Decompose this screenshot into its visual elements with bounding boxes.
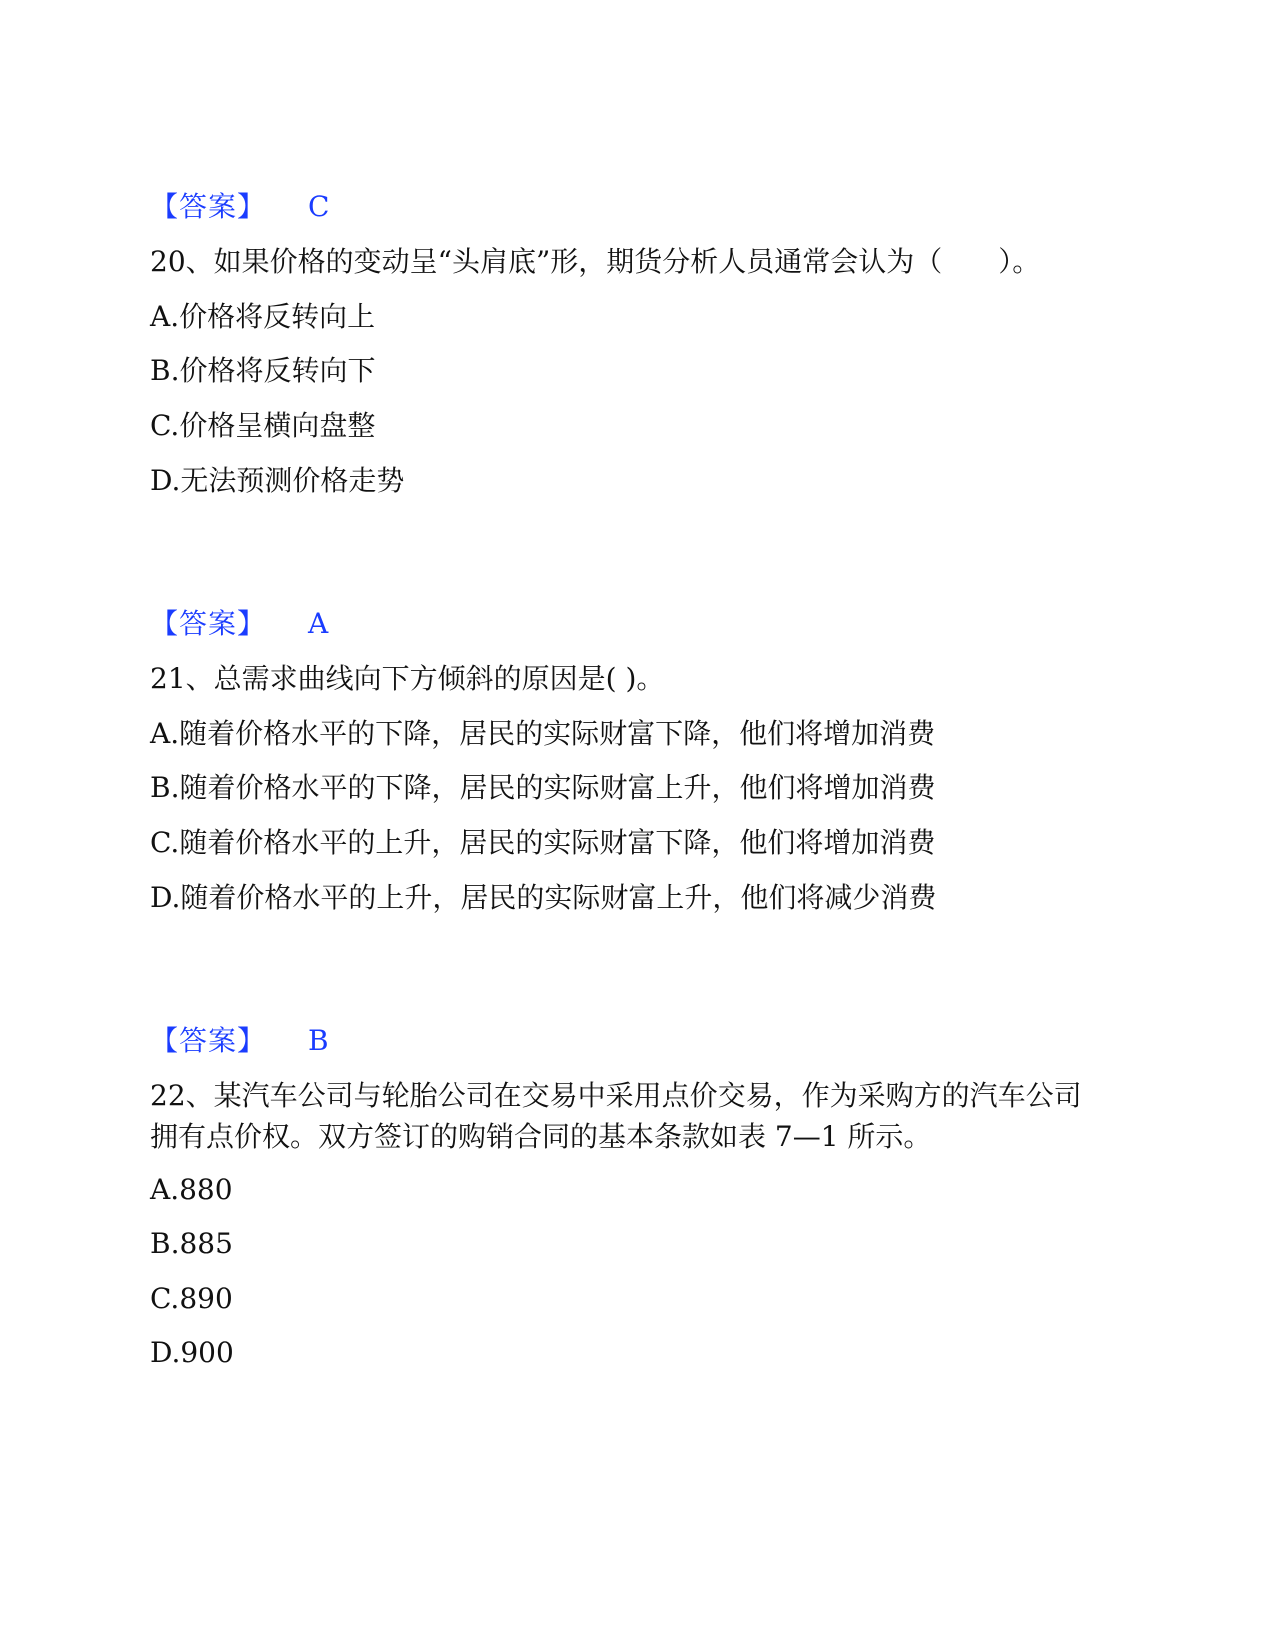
question-option: B.价格将反转向下 bbox=[150, 354, 376, 387]
answer-value: C bbox=[308, 190, 330, 223]
question-option: A.价格将反转向上 bbox=[150, 300, 376, 333]
question-option: C.890 bbox=[150, 1282, 233, 1315]
question-stem: 22、某汽车公司与轮胎公司在交易中采用点价交易，作为采购方的汽车公司 bbox=[150, 1079, 1082, 1112]
question-option: D.随着价格水平的上升，居民的实际财富上升，他们将减少消费 bbox=[150, 881, 937, 914]
answer-line bbox=[150, 190, 329, 224]
question-option: B.885 bbox=[150, 1227, 233, 1260]
question-option: A.880 bbox=[150, 1173, 233, 1206]
question-option: D.无法预测价格走势 bbox=[150, 464, 405, 497]
question-stem: 拥有点价权。双方签订的购销合同的基本条款如表 7—1 所示。 bbox=[150, 1120, 932, 1153]
answer-value: A bbox=[308, 607, 329, 640]
answer-value: B bbox=[308, 1024, 329, 1057]
question-option: B.随着价格水平的下降，居民的实际财富上升，他们将增加消费 bbox=[150, 771, 936, 804]
question-option: C.随着价格水平的上升，居民的实际财富下降，他们将增加消费 bbox=[150, 826, 936, 859]
question-option: A.随着价格水平的下降，居民的实际财富下降，他们将增加消费 bbox=[150, 717, 936, 750]
answer-line bbox=[150, 1024, 329, 1058]
question-option: C.价格呈横向盘整 bbox=[150, 409, 376, 442]
answer-label: 【答案】 bbox=[150, 607, 267, 640]
question-stem: 20、如果价格的变动呈“头肩底”形，期货分析人员通常会认为（ ）。 bbox=[150, 245, 1041, 278]
answer-label: 【答案】 bbox=[150, 1024, 267, 1057]
question-stem: 21、总需求曲线向下方倾斜的原因是( )。 bbox=[150, 662, 665, 695]
answer-line bbox=[150, 607, 328, 641]
answer-label: 【答案】 bbox=[150, 190, 267, 223]
question-option: D.900 bbox=[150, 1336, 234, 1369]
